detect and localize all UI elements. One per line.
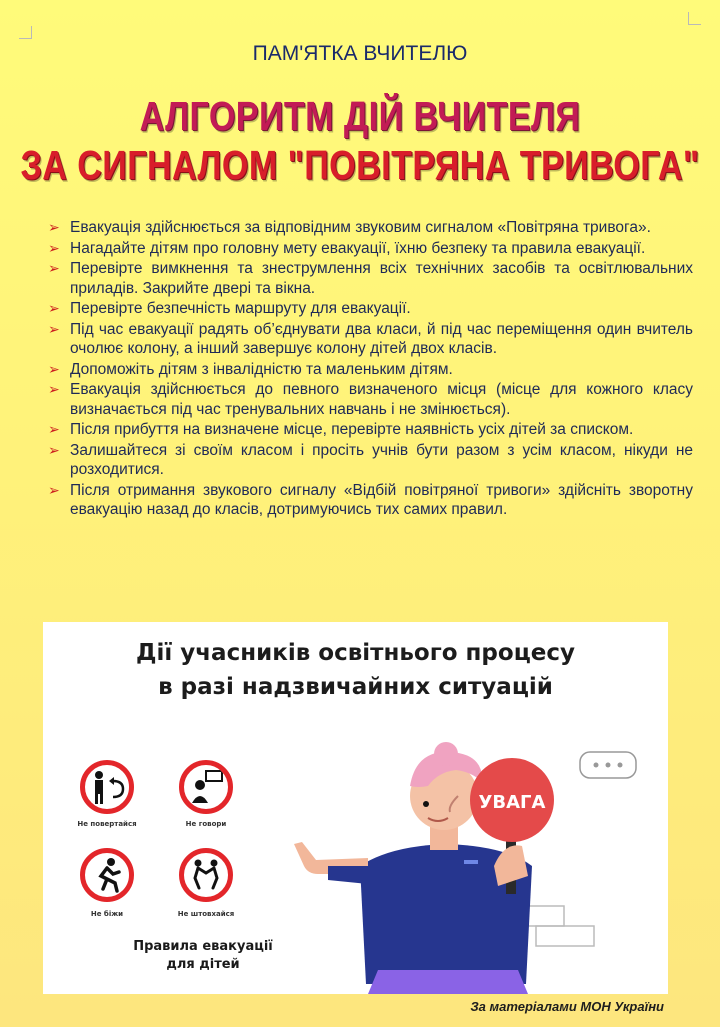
sign-label: Не говори [185,820,227,828]
crop-mark-top-right [688,12,701,25]
arrow-bullet-icon: ➢ [48,481,60,498]
source-note: За матеріалами МОН України [470,999,664,1014]
teacher-illustration [268,734,668,994]
sign-label: Не біжи [90,910,124,918]
emergency-infographic [43,622,668,994]
arrow-bullet-icon: ➢ [48,421,60,437]
crop-mark-top-left [19,26,32,39]
arrow-bullet-icon: ➢ [48,260,60,276]
arrow-bullet-icon: ➢ [48,320,60,337]
list-item: ➢ Залишайтеся зі своїм класом і просіть учнів бути разом з усім класом, нікуди не розходитися. [48,441,693,478]
infographic-title-line-2: в разі надзвичайних ситуацій [158,674,553,700]
list-item: ➢ Під час евакуації радять об’єднувати два класи, й під час переміщення один вчитель очолює колону, а інший завершує колону дітей двох класів. [48,320,693,357]
no-running-icon [80,848,134,902]
list-item: ➢ Нагадайте дітям про головну мету евакуації, їхню безпеку та правила евакуації. [48,239,646,257]
memo-header: ПАМ'ЯТКА ВЧИТЕЛЮ [252,42,468,65]
no-pushing-icon [179,848,233,902]
arrow-bullet-icon: ➢ [48,300,60,316]
list-item: ➢ Після прибуття на визначене місце, перевірте наявність усіх дітей за списком. [48,421,634,438]
rules-caption: Правила евакуації для дітей [133,939,273,972]
list-item: ➢ Евакуація здійснюється за відповідним звуковим сигналом «Повітряна тривога». [48,219,651,236]
list-item: ➢ Перевірте безпечність маршруту для евакуації. [48,300,411,317]
arrow-bullet-icon: ➢ [48,219,60,235]
arrow-bullet-icon: ➢ [48,441,60,458]
arrow-bullet-icon: ➢ [48,381,60,397]
sign-label: Не штовхайся [177,910,235,918]
algorithm-list [48,218,693,521]
arrow-bullet-icon: ➢ [48,360,60,377]
list-item: ➢ Евакуація здійснюється до певного визначеного місця (місце для кожного класу визначається під час тренувальних навчань і не змінюється). [48,381,693,418]
infographic-title-line-1: Дії учасників освітнього процесу [136,640,575,666]
list-item: ➢ Після отримання звукового сигналу «Відбій повітряної тривоги» здійсніть зворотну евакуацію назад до класів, дотримуючись тих самих правил. [48,481,693,518]
list-item: ➢ Допоможіть дітям з інвалідністю та маленьким дітям. [48,360,453,378]
warning-sign-text: УВАГА [478,792,546,813]
sign-label: Не повертайся [77,820,137,828]
title-line-2: ЗА СИГНАЛОМ "ПОВІТРЯНА ТРИВОГА" [20,143,700,189]
no-turning-back-icon [80,760,134,814]
title-line-1: АЛГОРИТМ ДІЙ ВЧИТЕЛЯ [139,94,581,140]
list-item: ➢ Перевірте вимкнення та знеструмлення всіх технічних засобів та освітлювальних приладів. Закрийте двері та вікна. [48,260,693,297]
arrow-bullet-icon: ➢ [48,239,60,256]
no-talking-icon [179,760,233,814]
